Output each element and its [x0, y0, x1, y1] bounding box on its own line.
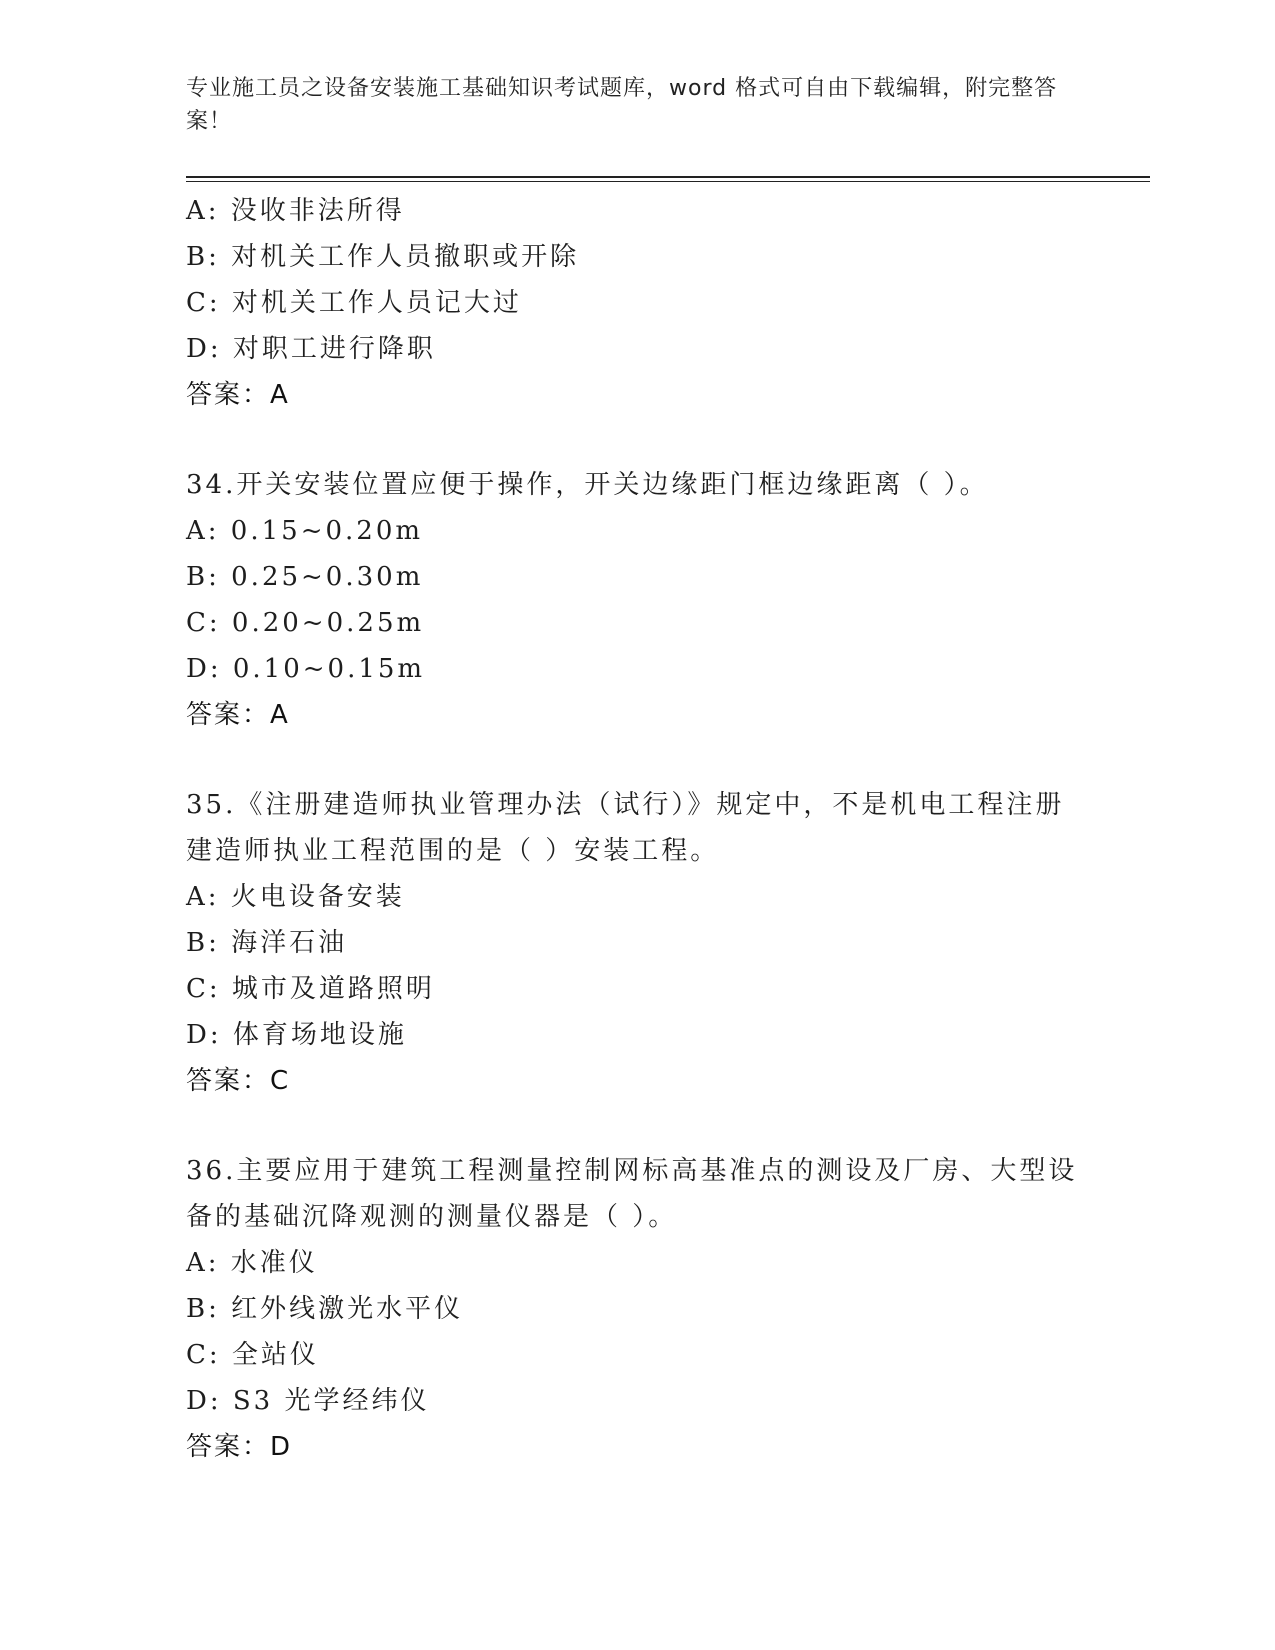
question-text: 36.主要应用于建筑工程测量控制网标高基准点的测设及厂房、大型设备的基础沉降观测的测量仪器是（ ）。	[186, 1156, 1078, 1232]
option-c: C: 城市及道路照明	[186, 974, 435, 1004]
answer-line: 答案：A	[186, 700, 290, 730]
option-b: B: 0.25~0.30m	[186, 562, 424, 592]
option-b: B: 对机关工作人员撤职或开除	[186, 242, 580, 272]
option-c: C: 对机关工作人员记大过	[186, 288, 522, 318]
option-a: A: 没收非法所得	[186, 196, 405, 226]
question-text: 34.开关安装位置应便于操作，开关边缘距门框边缘距离（ ）。	[186, 470, 989, 500]
option-a: A: 火电设备安装	[186, 882, 405, 912]
option-d: D: 体育场地设施	[186, 1020, 407, 1050]
option-d: D: 对职工进行降职	[186, 334, 436, 364]
option-c: C: 0.20~0.25m	[186, 608, 425, 638]
question-text: 35.《注册建造师执业管理办法（试行）》规定中，不是机电工程注册建造师执业工程范围的是（ ）安装工程。	[186, 790, 1065, 866]
question-36	[186, 1148, 1086, 1470]
question-34	[186, 462, 1086, 738]
prev-question-block	[186, 188, 1086, 418]
page-header: 专业施工员之设备安装施工基础知识考试题库，word 格式可自由下载编辑，附完整答案！	[186, 76, 1058, 134]
answer-line: 答案：A	[186, 380, 290, 410]
option-d: D: S3 光学经纬仪	[186, 1386, 430, 1416]
option-a: A: 0.15~0.20m	[186, 516, 424, 546]
answer-line: 答案：C	[186, 1066, 291, 1096]
option-b: B: 海洋石油	[186, 928, 348, 958]
answer-line: 答案：D	[186, 1432, 293, 1462]
question-35	[186, 782, 1086, 1104]
header-divider	[186, 176, 1150, 178]
option-b: B: 红外线激光水平仪	[186, 1294, 464, 1324]
header-divider-thin	[186, 181, 1150, 182]
option-a: A: 水准仪	[186, 1248, 318, 1278]
option-c: C: 全站仪	[186, 1340, 319, 1370]
option-d: D: 0.10~0.15m	[186, 654, 426, 684]
question-list	[186, 188, 1086, 1470]
